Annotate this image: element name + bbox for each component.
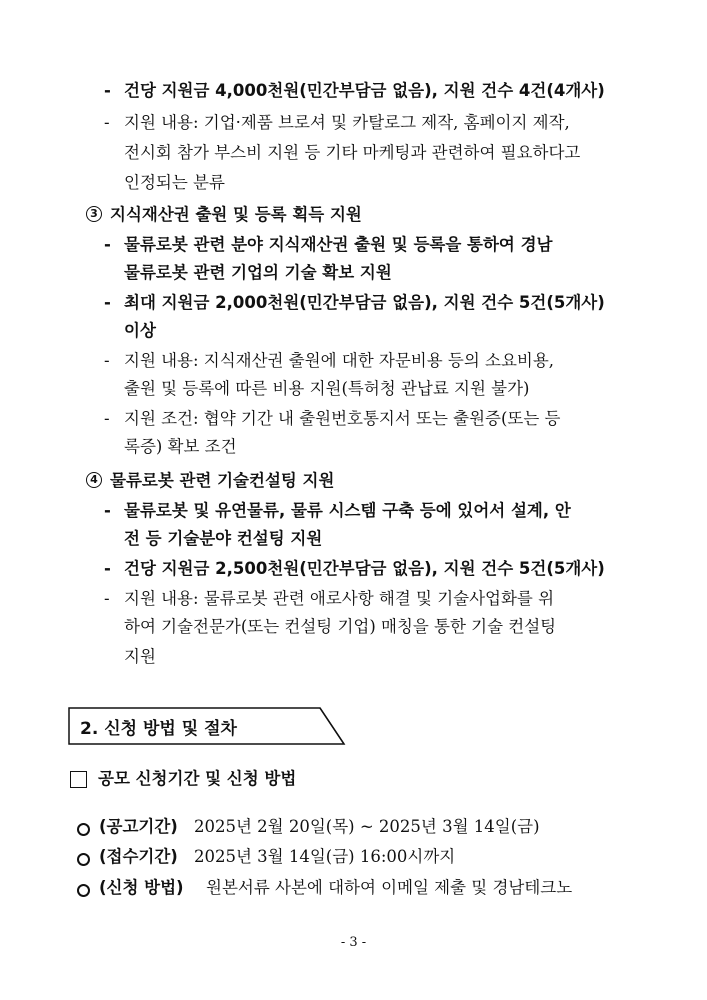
item-text: 전시회 참가 부스비 지원 등 기타 마케팅과 관련하여 필요하다고 xyxy=(124,143,581,162)
item-text: 지원 조건: 협약 기간 내 출원번호통지서 또는 출원증(또는 등 xyxy=(124,409,561,428)
section-4-title: 물류로봇 관련 기술컨설팅 지원 xyxy=(110,471,335,490)
item-text: 지원 내용: 물류로봇 관련 애로사항 해결 및 기술사업화를 위 xyxy=(124,589,555,608)
item-text: 최대 지원금 2,000천원(민간부담금 없음), 지원 건수 5건(5개사) xyxy=(124,293,605,312)
schedule-text: 2025년 2월 20일(목) ~ 2025년 3월 14일(금) xyxy=(194,817,540,836)
dash-marker: - xyxy=(104,235,111,254)
circle-bullet-icon xyxy=(77,853,90,866)
dash-marker: - xyxy=(104,559,111,578)
dash-marker: - xyxy=(104,409,110,428)
dash-marker: - xyxy=(104,293,111,312)
item-text: 인정되는 분류 xyxy=(124,173,225,192)
item-text: 건당 지원금 4,000천원(민간부담금 없음), 지원 건수 4건(4개사) xyxy=(124,81,605,100)
item-text: 지원 내용: 지식재산권 출원에 대한 자문비용 등의 소요비용, xyxy=(124,351,555,370)
schedule-text: 원본서류 사본에 대하여 이메일 제출 및 경남테크노 xyxy=(206,878,573,897)
circle-bullet-icon xyxy=(77,884,90,897)
section-2-header xyxy=(68,707,344,743)
subsection-title: 공모 신청기간 및 신청 방법 xyxy=(98,769,297,788)
circled-number: 4 xyxy=(86,472,102,488)
schedule-label: (공고기간) xyxy=(99,817,178,836)
item-text: 물류로봇 및 유연물류, 물류 시스템 구축 등에 있어서 설계, 안 xyxy=(124,501,571,520)
dash-marker: - xyxy=(104,589,110,608)
item-text: 물류로봇 관련 기업의 기술 확보 지원 xyxy=(124,263,392,282)
item-text: 건당 지원금 2,500천원(민간부담금 없음), 지원 건수 5건(5개사) xyxy=(124,559,605,578)
circled-number: 3 xyxy=(86,206,102,222)
schedule-label: (접수기간) xyxy=(99,847,178,866)
item-text: 하여 기술전문가(또는 컨설팅 기업) 매칭을 통한 기술 컨설팅 xyxy=(124,617,557,636)
section-2-title: 2. 신청 방법 및 절차 xyxy=(80,719,237,739)
item-text: 물류로봇 관련 분야 지식재산권 출원 및 등록을 통하여 경남 xyxy=(124,235,553,254)
dash-marker: - xyxy=(104,113,110,132)
checkbox-square-icon xyxy=(70,771,87,788)
dash-marker: - xyxy=(104,501,111,520)
item-text: 출원 및 등록에 따른 비용 지원(특허청 관납료 지원 불가) xyxy=(124,379,530,398)
circle-bullet-icon xyxy=(77,823,90,836)
dash-marker: - xyxy=(104,351,110,370)
dash-marker: - xyxy=(104,81,111,100)
schedule-text: 2025년 3월 14일(금) 16:00시까지 xyxy=(194,847,456,866)
item-text: 록증) 확보 조건 xyxy=(124,437,237,456)
item-text: 전 등 기술분야 컨설팅 지원 xyxy=(124,529,323,548)
item-text: 이상 xyxy=(124,321,156,340)
page-number: - 3 - xyxy=(340,935,367,950)
section-3-title: 지식재산권 출원 및 등록 획득 지원 xyxy=(110,205,362,224)
schedule-label: (신청 방법) xyxy=(99,878,184,897)
item-text: 지원 xyxy=(124,647,156,666)
item-text: 지원 내용: 기업·제품 브로셔 및 카탈로그 제작, 홈페이지 제작, xyxy=(124,113,570,132)
